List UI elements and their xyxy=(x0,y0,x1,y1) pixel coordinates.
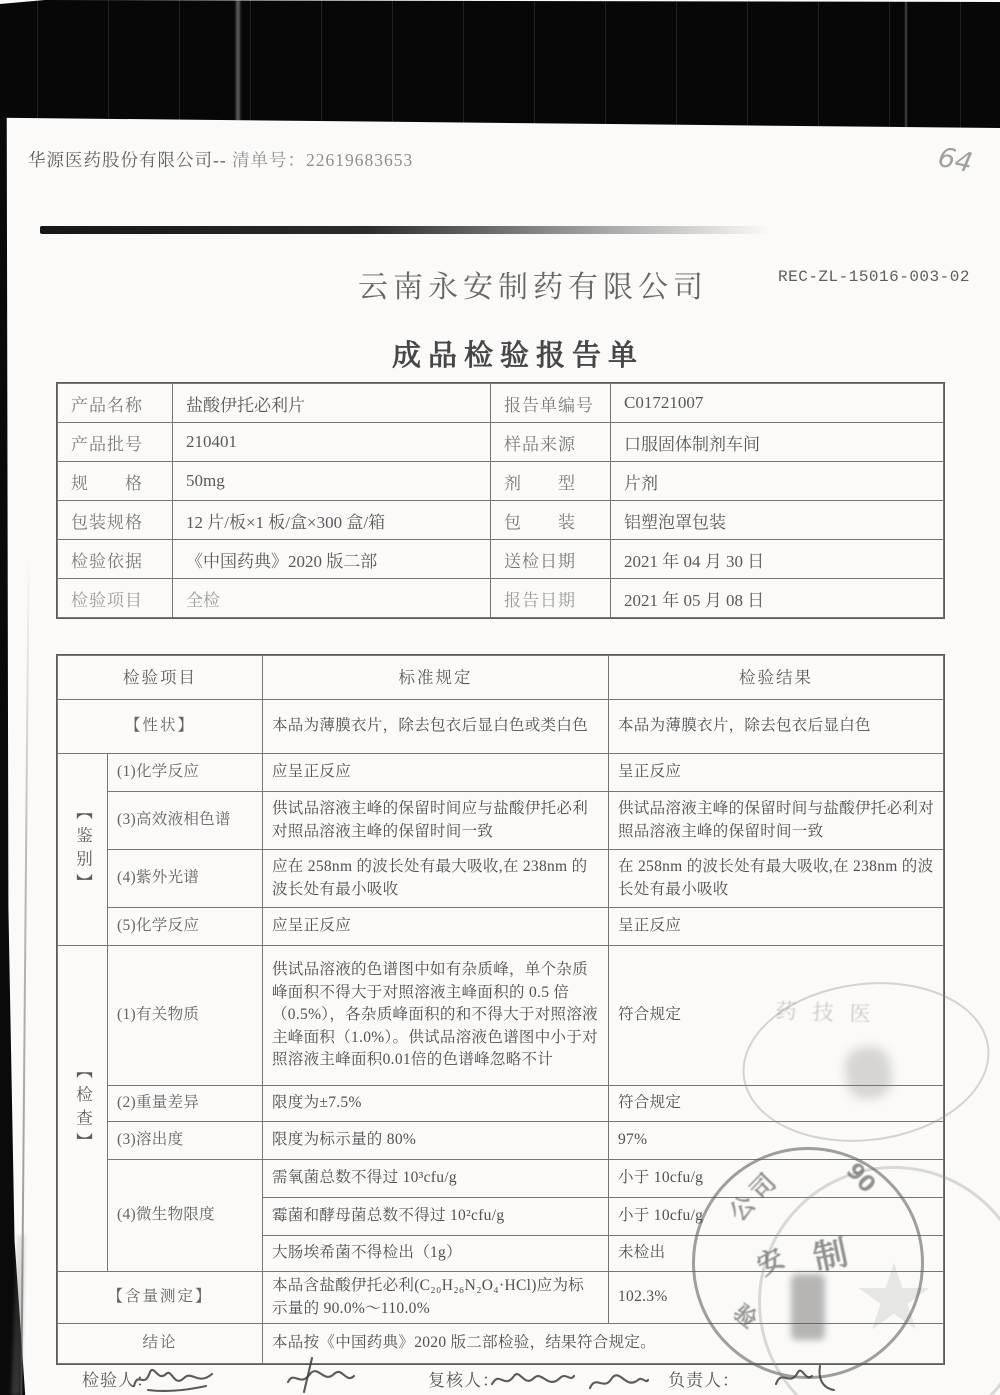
info-label: 送检日期 xyxy=(491,540,611,579)
result-text: 呈正反应 xyxy=(609,908,944,946)
inspector-signature-1 xyxy=(128,1362,220,1395)
reviewer-label: 复核人： xyxy=(428,1371,500,1390)
item-label: (3)溶出度 xyxy=(108,1122,263,1160)
scan-streak xyxy=(236,0,240,128)
scan-divider-bar xyxy=(40,226,770,234)
item-label: 【含量测定】 xyxy=(58,1272,263,1324)
standard-text: 本品含盐酸伊托必利(C₂₀H₂₆N₂O₄·HCl)应为标示量的 90.0%～110.0% xyxy=(263,1272,609,1324)
standard-text: 霉菌和酵母菌总数不得过 10²cfu/g xyxy=(263,1198,609,1236)
result-text: 供试品溶液主峰的保留时间与盐酸伊托必利对照品溶液主峰的保留时间一致 xyxy=(609,792,944,850)
column-header-result: 检验结果 xyxy=(609,656,944,700)
result-text: 小于 10cfu/g xyxy=(609,1160,944,1198)
info-label: 样品来源 xyxy=(491,423,611,462)
standard-text: 应在 258nm 的波长处有最大吸收,在 238nm 的波长处有最小吸收 xyxy=(263,850,609,908)
result-row-microbial-1 xyxy=(58,1160,944,1198)
info-value: 12 片/板×1 板/盒×300 盒/箱 xyxy=(173,501,491,540)
info-row xyxy=(58,579,944,618)
info-row xyxy=(58,384,944,423)
info-label: 检验依据 xyxy=(58,540,173,579)
stamp-text-fragment: 90 xyxy=(840,1158,880,1199)
info-value: 《中国药典》2020 版二部 xyxy=(173,540,491,579)
info-value: C01721007 xyxy=(611,384,944,423)
column-header-standard: 标准规定 xyxy=(263,656,609,700)
result-row-impurities xyxy=(58,946,944,1086)
info-value: 全检 xyxy=(173,579,491,618)
result-row-identification-1 xyxy=(58,754,944,792)
result-text: 未检出 xyxy=(609,1236,944,1272)
stamp-text-fragment: 安 xyxy=(752,1243,790,1282)
item-label: (1)化学反应 xyxy=(108,754,263,792)
result-row-appearance xyxy=(58,700,944,754)
result-text: 本品为薄膜衣片，除去包衣后显白色 xyxy=(609,700,944,754)
standard-text: 供试品溶液的色谱图中如有杂质峰，单个杂质峰面积不得大于对照溶液主峰面积的 0.5 倍（0.5%），各杂质峰面积的和不得大于对照溶液主峰面积（1.0%）。供试品溶液色谱图中小于对照溶液主峰面积0.01倍的色谱峰忽略不计 xyxy=(263,946,609,1086)
standard-text: 本品为薄膜衣片，除去包衣后显白色或类白色 xyxy=(263,700,609,754)
result-row-dissolution xyxy=(58,1122,944,1160)
result-text: 符合规定 xyxy=(609,946,944,1086)
reviewer-signature-2 xyxy=(584,1366,652,1395)
handwritten-page-number: 64 xyxy=(935,141,976,180)
info-label: 剂 型 xyxy=(491,462,611,501)
item-label: (4)紫外光谱 xyxy=(108,850,263,908)
standard-text: 大肠埃希菌不得检出（1g） xyxy=(263,1236,609,1272)
result-row-identification-3 xyxy=(58,792,944,850)
result-row-assay xyxy=(58,1272,944,1324)
info-label: 包装规格 xyxy=(58,501,173,540)
info-value: 口服固体制剂车间 xyxy=(611,423,944,462)
reviewer-signature-1 xyxy=(488,1364,578,1395)
stamp-text-fragment: 制 xyxy=(810,1234,852,1279)
standard-text: 限度为标示量的 80% xyxy=(263,1122,609,1160)
result-row-conclusion xyxy=(58,1324,944,1364)
stamp-star-icon: ★ xyxy=(852,1244,936,1352)
standard-text: 需氧菌总数不得过 10³cfu/g xyxy=(263,1160,609,1198)
result-row-identification-4 xyxy=(58,850,944,908)
info-row xyxy=(58,462,944,501)
distributor-name: 华源医药股份有限公司-- xyxy=(28,150,227,170)
result-text: 在 258nm 的波长处有最大吸收,在 238nm 的波长处有最小吸收 xyxy=(609,850,944,908)
result-text: 符合规定 xyxy=(609,1086,944,1122)
manufacturer-title: 云南永安制药有限公司 xyxy=(358,271,708,304)
scan-streak xyxy=(905,0,907,128)
inspector-label: 检验人： xyxy=(82,1371,154,1390)
result-text: 呈正反应 xyxy=(609,754,944,792)
info-label: 检验项目 xyxy=(58,579,173,618)
info-value: 片剂 xyxy=(611,462,944,501)
group-label-identification: 【鉴别】 xyxy=(58,754,108,946)
signature-footer xyxy=(0,1362,1000,1395)
info-label: 产品批号 xyxy=(58,423,173,462)
info-value: 210401 xyxy=(173,423,491,462)
standard-text: 限度为±7.5% xyxy=(263,1086,609,1122)
stamp-text-fragment: 公司 xyxy=(725,1165,786,1227)
list-number-label: 清单号： xyxy=(232,150,307,170)
results-header-row xyxy=(58,656,944,700)
item-label: (1)有关物质 xyxy=(108,946,263,1086)
group-label-inspection: 【检查】 xyxy=(58,946,108,1272)
info-label: 报告日期 xyxy=(491,579,611,618)
result-row-weight-variation xyxy=(58,1086,944,1122)
standard-text: 应呈正反应 xyxy=(263,908,609,946)
document-code: REC-ZL-15016-003-02 xyxy=(778,268,970,286)
item-label: (4)微生物限度 xyxy=(108,1160,263,1272)
product-info-table xyxy=(57,383,944,618)
info-row xyxy=(58,501,944,540)
item-label: (2)重量差异 xyxy=(108,1086,263,1122)
item-label: 【性状】 xyxy=(58,700,263,754)
info-label: 规 格 xyxy=(58,462,173,501)
item-label: (5)化学反应 xyxy=(108,908,263,946)
result-text: 102.3% xyxy=(609,1272,944,1324)
standard-text: 供试品溶液主峰的保留时间应与盐酸伊托必利对照品溶液主峰的保留时间一致 xyxy=(263,792,609,850)
info-row xyxy=(58,540,944,579)
info-value: 50mg xyxy=(173,462,491,501)
item-label: (3)高效液相色谱 xyxy=(108,792,263,850)
result-text: 97% xyxy=(609,1122,944,1160)
result-row-identification-5 xyxy=(58,908,944,946)
report-title: 成品检验报告单 xyxy=(392,340,645,372)
standard-text: 应呈正反应 xyxy=(263,754,609,792)
info-label: 包 装 xyxy=(491,501,611,540)
info-value: 铝塑泡罩包装 xyxy=(611,501,944,540)
approver-signature xyxy=(768,1360,844,1395)
list-number-value: 22619683653 xyxy=(306,150,414,170)
stamp-text-fragment: 药技医 xyxy=(775,998,887,1027)
scan-black-band xyxy=(0,0,1000,128)
info-label: 产品名称 xyxy=(58,384,173,423)
inspector-signature-2 xyxy=(282,1356,362,1395)
result-text: 小于 10cfu/g xyxy=(609,1198,944,1236)
conclusion-text: 本品按《中国药典》2020 版二部检验，结果符合规定。 xyxy=(263,1324,944,1364)
info-label: 报告单编号 xyxy=(491,384,611,423)
conclusion-label: 结论 xyxy=(58,1324,263,1364)
info-value: 2021 年 05 月 08 日 xyxy=(611,579,944,618)
approver-label: 负责人： xyxy=(668,1371,740,1390)
info-value: 盐酸伊托必利片 xyxy=(173,384,491,423)
stamp-text-fragment: 验 xyxy=(728,1299,762,1333)
inspection-results-table xyxy=(57,655,944,1364)
column-header-item: 检验项目 xyxy=(58,656,263,700)
info-value: 2021 年 04 月 30 日 xyxy=(611,540,944,579)
info-row xyxy=(58,423,944,462)
scan-header-line xyxy=(28,147,413,172)
